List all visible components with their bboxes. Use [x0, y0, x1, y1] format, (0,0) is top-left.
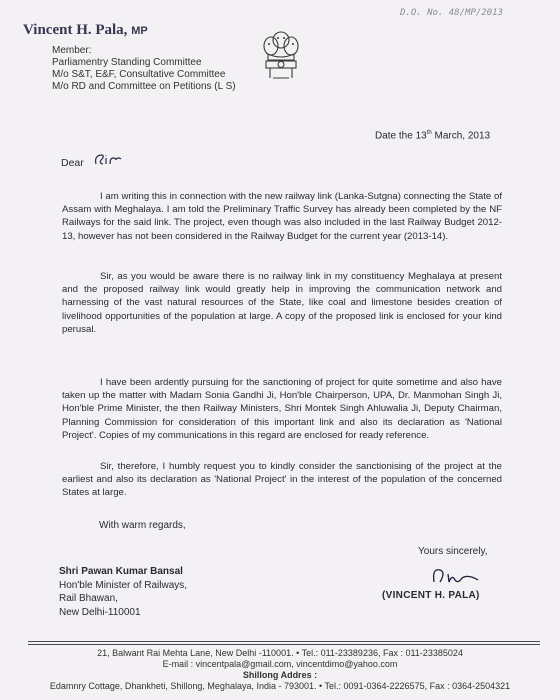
recipient-block: [59, 565, 187, 619]
footer-divider: [28, 641, 540, 642]
footer-shillong-address: Edamnry Cottage, Dhankheti, Shillong, Meghalaya, India - 793001. • Tel.: 0091-0364-2226575, Fax : 0364-2504321: [49, 681, 511, 691]
body-paragraph: I am writing this in connection with the new railway link (Lanka-Sutgna) connecting the State of Assam with Meghalaya. I am told the Preliminary Traffic Survey has already been completed by the NF Railways for the said link. The project, even though was also included in the last Railway Budget 2012-13, however has not been considered in the Railway Budget for the current year (2013-14).: [62, 191, 502, 242]
body-paragraph: Sir, as you would be aware there is no railway link in my constituency Meghalaya at present and the proposed railway link would greatly help in improving the communication network and harnessing of the vast natural resources of the State, like coal and limestone besides creation of livelihood opportunities of the population at large. A copy of the proposed link is enclosed for your kind perusal.: [62, 271, 502, 335]
footer-heading: Shillong Addres :: [242, 670, 318, 680]
recipient-line: Rail Bhawan,: [59, 593, 118, 604]
footer-email: E-mail : vincentpala@gmail.com, vincentdimo@yahoo.com: [162, 659, 398, 669]
sender-name-text: Vincent H. Pala,: [23, 22, 128, 38]
signature-icon: [428, 562, 498, 588]
salutation: Dear: [61, 157, 84, 169]
footer-divider: [28, 644, 540, 645]
member-label: Member:: [52, 45, 92, 56]
date-rest: March, 2013: [431, 130, 491, 142]
date-suffix: th: [426, 130, 432, 136]
committee-line: M/o RD and Committee on Petitions (L S): [52, 81, 236, 92]
body-paragraph: Sir, therefore, I humbly request you to kindly consider the sanctionising of the project at the earliest and also its declaration as 'National Project' in the interest of the population of the concerned States at large.: [62, 461, 502, 499]
body-paragraph: I have been ardently pursuing for the sanctioning of project for quite sometime and also have taken up the matter with Madam Sonia Gandhi Ji, Hon'ble Chairperson, UPA, Dr. Manmohan Singh Ji, Hon'ble Prime Minister, the then Railway Ministers, Shri Montek Singh Ahluwalia Ji, Deputy Chairman, Planning Commission for consideration of this important link and also its declaration as 'National Project'. Copies of my communications in this regard are enclosed for ready reference.: [62, 377, 502, 441]
committee-line: M/o S&T, E&F, Consultative Committee: [52, 69, 226, 80]
committee-line: Parliamentry Standing Committee: [52, 57, 202, 68]
handwritten-sir-icon: [92, 150, 132, 170]
sender-suffix: MP: [131, 25, 148, 37]
regards: With warm regards,: [99, 520, 186, 531]
national-emblem-icon: [258, 28, 304, 86]
closing: Yours sincerely,: [418, 546, 488, 557]
letter-date: [375, 130, 490, 141]
recipient-line: Hon'ble Minister of Railways,: [59, 579, 188, 591]
sender-name: [23, 22, 148, 39]
date-prefix: Date the 13: [375, 130, 427, 142]
recipient-name: Shri Pawan Kumar Bansal: [59, 566, 183, 577]
footer-address: 21, Balwant Rai Mehta Lane, New Delhi -110001. • Tel.: 011-23389236, Fax : 011-23385024: [97, 648, 463, 658]
reference-number: D.O. No. 48/MP/2013: [400, 8, 503, 18]
recipient-line: New Delhi-110001: [59, 606, 141, 618]
committee-list: [52, 45, 236, 93]
signatory-name: (VINCENT H. PALA): [382, 590, 480, 601]
